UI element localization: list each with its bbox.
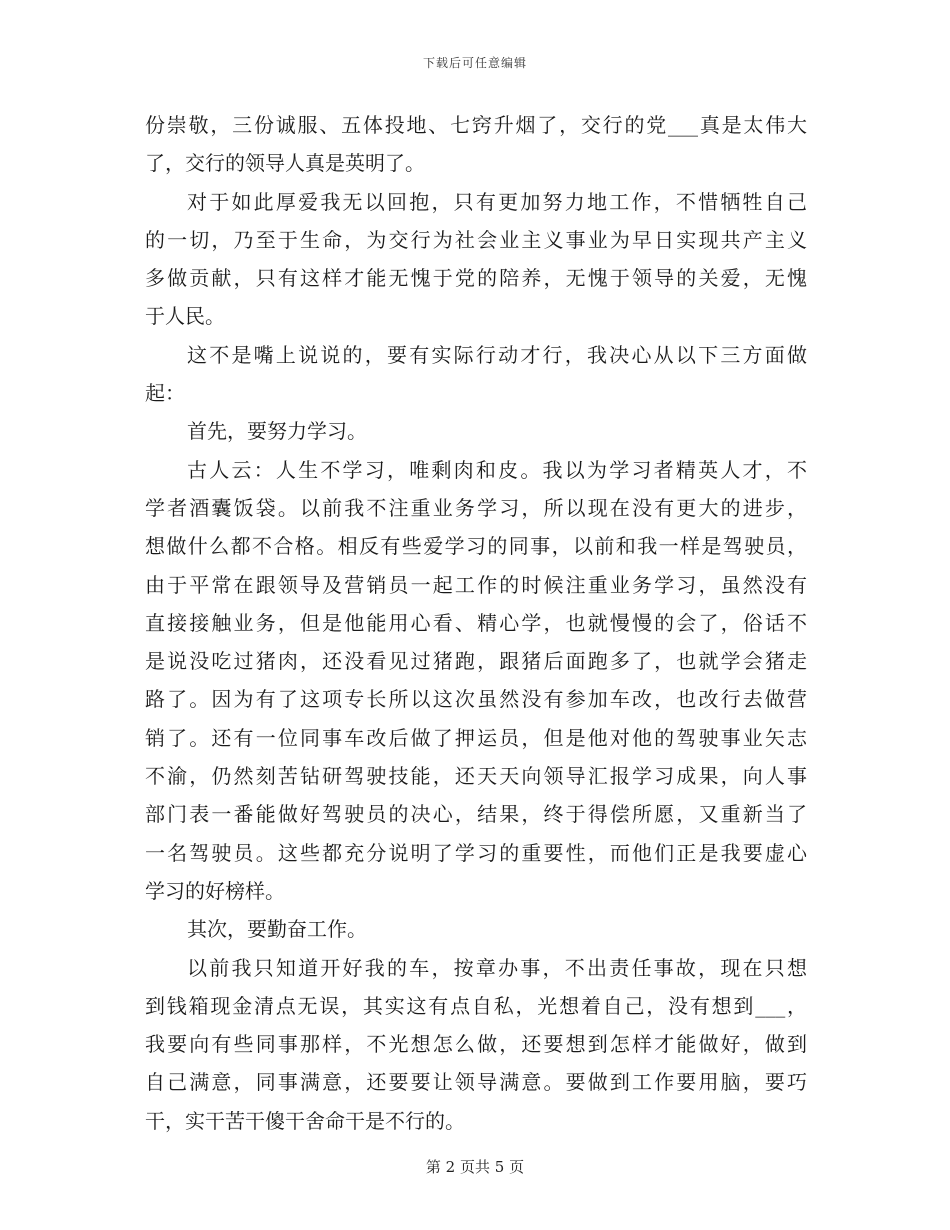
- text-line: 对于如此厚爱我无以回抱，只有更加努力地工作，不惜牺牲自己: [187, 189, 807, 214]
- page-number-footer: 第 2 页共 5 页: [425, 1158, 525, 1176]
- text-line: 由于平常在跟领导及营销员一起工作的时候注重业务学习，虽然没有: [145, 572, 807, 597]
- text-line: 是说没吃过猪肉，还没看见过猪跑，跟猪后面跑多了，也就学会猪走: [145, 649, 807, 674]
- text-line: 多做贡献，只有这样才能无愧于党的陪养，无愧于领导的关爱，无愧: [145, 266, 807, 291]
- text-line: 起：: [145, 381, 185, 406]
- text-line: 份崇敬，三份诚服、五体投地、七窍升烟了，交行的党___真是太伟大: [145, 113, 807, 137]
- text-line: 路了。因为有了这项专长所以这次虽然没有参加车改，也改行去做营: [145, 687, 807, 712]
- page-header: 下载后可任意编辑: [422, 56, 527, 70]
- text-line: 以前我只知道开好我的车，按章办事，不出责任事故，现在只想: [187, 955, 807, 980]
- section-heading: 首先，要努力学习。: [187, 419, 367, 444]
- text-line: 于人民。: [145, 304, 225, 329]
- text-line: 我要向有些同事那样，不光想怎么做，还要想到怎样才能做好，做到: [145, 1032, 807, 1057]
- text-line: 学习的好榜样。: [145, 878, 285, 903]
- text-line: 销了。还有一位同事车改后做了押运员，但是他对他的驾驶事业矢志: [145, 725, 807, 750]
- document-body: [145, 106, 807, 1140]
- text-line: 部门表一番能做好驾驶员的决心，结果，终于得偿所愿，又重新当了: [145, 802, 807, 827]
- text-line: 想做什么都不合格。相反有些爱学习的同事，以前和我一样是驾驶员，: [145, 534, 807, 559]
- text-line: 不渝，仍然刻苦钻研驾驶技能，还天天向领导汇报学习成果，向人事: [145, 764, 807, 789]
- text-line: 自己满意，同事满意，还要要让领导满意。要做到工作要用脑，要巧: [145, 1070, 807, 1095]
- text-line: 直接接触业务，但是他能用心看、精心学，也就慢慢的会了，俗话不: [145, 610, 807, 635]
- text-line: 一名驾驶员。这些都充分说明了学习的重要性，而他们正是我要虚心: [145, 840, 807, 865]
- text-line: 了，交行的领导人真是英明了。: [145, 151, 425, 176]
- text-line: 这不是嘴上说说的，要有实际行动才行，我决心从以下三方面做: [187, 342, 807, 367]
- text-line: 古人云：人生不学习，唯剩肉和皮。我以为学习者精英人才，不: [187, 457, 807, 482]
- text-line: 学者酒囊饭袋。以前我不注重业务学习，所以现在没有更大的进步，: [145, 495, 807, 520]
- section-heading: 其次，要勤奋工作。: [187, 917, 367, 942]
- text-line: 干，实干苦干傻干舍命干是不行的。: [145, 1108, 465, 1133]
- text-line: 的一切，乃至于生命，为交行为社会业主义事业为早日实现共产主义: [145, 227, 807, 252]
- text-line: 到钱箱现金清点无误，其实这有点自私，光想着自己，没有想到___，: [145, 993, 807, 1018]
